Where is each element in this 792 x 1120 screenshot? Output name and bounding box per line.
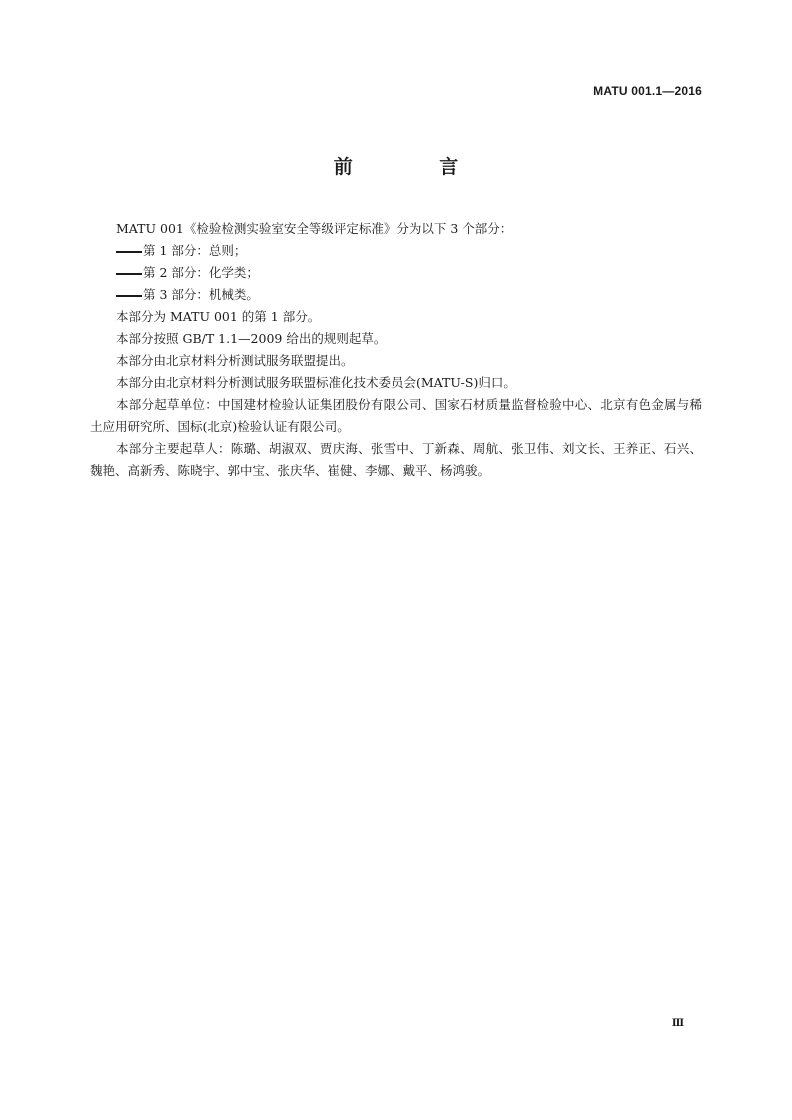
page-title: 前 言	[333, 156, 499, 178]
part-list-item: 第 3 部分：机械类。	[90, 284, 702, 306]
drafters-paragraph: 本部分主要起草人：陈璐、胡淑双、贾庆海、张雪中、丁新森、周航、张卫伟、刘文长、王养正、石兴、魏艳、高新秀、陈晓宇、郭中宝、张庆华、崔健、李娜、戴平、杨鸿骏。	[90, 441, 702, 478]
intro-paragraph: MATU 001《检验检测实验室安全等级评定标准》分为以下 3 个部分：	[116, 221, 513, 236]
document-body	[90, 218, 702, 482]
document-code: MATU 001.1—2016	[593, 84, 702, 98]
part-list-item: 第 1 部分：总则；	[90, 240, 702, 262]
part-list-item: 第 2 部分：化学类；	[90, 262, 702, 284]
drafting-units-paragraph: 本部分起草单位：中国建材检验认证集团股份有限公司、国家石材质量监督检验中心、北京有色金属与稀土应用研究所、国标(北京)检验认证有限公司。	[90, 397, 702, 434]
proposer-paragraph: 本部分由北京材料分析测试服务联盟提出。	[116, 353, 354, 368]
committee-paragraph: 本部分由北京材料分析测试服务联盟标准化技术委员会(MATU-S)归口。	[116, 375, 516, 390]
page-number: Ⅲ	[671, 1018, 684, 1029]
part-statement-paragraph: 本部分为 MATU 001 的第 1 部分。	[116, 309, 321, 324]
drafting-rules-paragraph: 本部分按照 GB/T 1.1—2009 给出的规则起草。	[116, 331, 387, 346]
